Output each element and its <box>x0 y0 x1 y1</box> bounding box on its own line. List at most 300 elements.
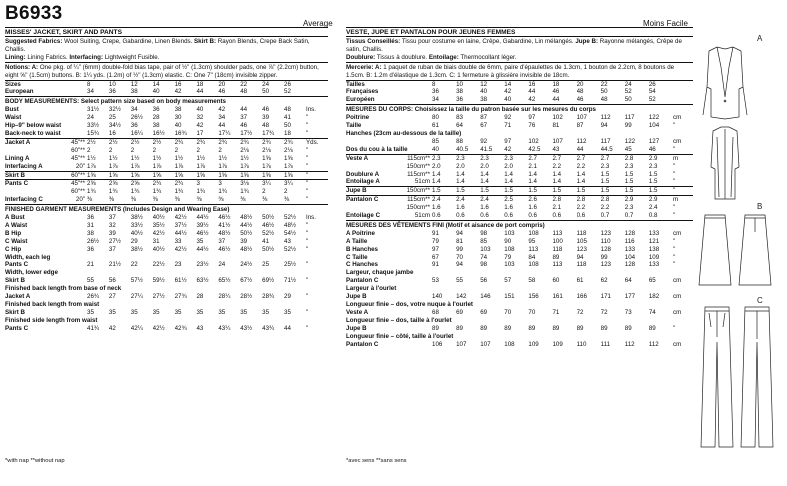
cell-value: 87 <box>480 114 488 122</box>
cell-value: 113 <box>528 245 539 253</box>
cell-value: 1.5 <box>528 187 552 196</box>
cell-value: 1.6 <box>528 204 537 212</box>
cell-value: 42.5 <box>528 145 541 153</box>
cell-value: 1.6 <box>480 204 489 212</box>
row-label: Pantalon C <box>346 340 379 348</box>
skirt-b-front-drawing <box>699 215 731 285</box>
table-row <box>5 309 328 317</box>
size-value: 52 <box>284 88 291 96</box>
cell-value: 97 <box>504 137 512 145</box>
size-value: 10 <box>456 80 463 88</box>
table-row <box>346 317 693 325</box>
unit: " <box>673 122 676 130</box>
size-value: 50 <box>600 88 608 96</box>
row-label: Entoilage C <box>346 212 381 220</box>
cell-value: 24½ <box>240 261 253 269</box>
row-label: C Waist <box>5 237 28 245</box>
cell-value <box>528 285 552 293</box>
unit: " <box>673 162 676 170</box>
cell-value: 0.6 <box>504 212 513 220</box>
size-row <box>5 88 328 96</box>
cell-value: 70 <box>504 308 512 316</box>
cell-value: 109 <box>648 253 660 261</box>
cell-value: 1¾ <box>108 188 118 196</box>
cell-value <box>196 269 218 277</box>
row-label: C Hip <box>5 245 22 253</box>
cell-value <box>262 269 284 277</box>
cell-value: 64 <box>624 277 632 285</box>
cell-value: 22½ <box>152 261 165 269</box>
cell-value: 43 <box>552 145 560 153</box>
unit: " <box>673 237 676 245</box>
row-label: C Hanches <box>346 261 378 269</box>
row-label: Skirt B <box>5 171 53 180</box>
cell-value: 1.5 <box>648 178 658 186</box>
cell-value: 64 <box>456 122 463 130</box>
cell-value: 37 <box>108 245 116 253</box>
cell-value: 2.7 <box>528 154 537 162</box>
cell-value: ⅜ <box>130 196 136 204</box>
size-value: 46 <box>552 88 560 96</box>
cell-value: 71 <box>504 122 512 130</box>
cell-value: 35 <box>130 308 138 316</box>
row-label: Largeur, chaque jambe <box>346 269 414 277</box>
cell-value <box>456 285 480 293</box>
cell-value: 67 <box>480 122 488 130</box>
cell-value: 21 <box>87 261 94 269</box>
cell-value: 1.5 <box>624 170 634 178</box>
cell-value: 38 <box>152 122 160 130</box>
row-label: Longueur finie – côté, taille à l'ourlet <box>346 332 454 340</box>
cell-value: 17 <box>196 129 204 137</box>
cell-value: 0.6 <box>552 212 562 220</box>
cell-value: 1.5 <box>456 187 480 196</box>
cell-value: 113 <box>552 261 563 269</box>
cell-value: 28 <box>152 114 160 122</box>
en-lining-text: Lining Fabrics. <box>25 53 68 61</box>
cell-value: 2.3 <box>504 154 513 162</box>
difficulty-fr: Moins Facile <box>643 19 688 28</box>
cell-value: 24 <box>218 261 226 269</box>
size-value: 24 <box>262 80 270 88</box>
cell-value: 112 <box>576 137 587 145</box>
en-finished-table <box>5 214 328 333</box>
cell-value: 99 <box>624 122 632 130</box>
fabric-width: 20" <box>75 162 85 170</box>
fr-title: VESTE, JUPE ET PANTALON POUR JEUNES FEMMES <box>346 27 693 37</box>
row-label: Width, each leg <box>5 253 51 261</box>
cell-value: 42¾ <box>174 324 187 332</box>
row-label: Waist <box>5 114 22 122</box>
cell-value: 2.2 <box>576 204 586 212</box>
cell-value: 107 <box>552 137 563 145</box>
size-value: 52 <box>648 96 656 104</box>
cell-value: 1⅞ <box>218 162 227 170</box>
cell-value <box>153 254 175 262</box>
cell-value: 133 <box>648 261 660 269</box>
cell-value: 99 <box>600 253 608 261</box>
cell-value: 44 <box>576 145 584 153</box>
cell-value <box>528 317 552 325</box>
cell-value <box>131 254 153 262</box>
cell-value: 0.7 <box>624 212 634 220</box>
cell-value: 90 <box>504 237 512 245</box>
cell-value <box>153 269 175 277</box>
cell-value: 25½ <box>284 261 297 269</box>
cell-value: ⅜ <box>262 196 268 204</box>
cell-value: 140 <box>432 293 443 301</box>
cell-value <box>601 333 625 341</box>
unit: " <box>306 180 328 188</box>
cell-value: 99 <box>456 245 463 253</box>
row-label: Jacket A <box>5 138 31 146</box>
size-value: 46 <box>218 88 226 96</box>
cell-value: 1⅝ <box>240 171 262 180</box>
cell-value: 33½ <box>130 221 143 229</box>
cell-value: 161 <box>552 293 563 301</box>
table-row <box>5 171 328 180</box>
cell-value: 95 <box>528 237 536 245</box>
cell-value <box>625 130 649 138</box>
cell-value: 1.5 <box>600 178 610 186</box>
cell-value: 88 <box>456 137 463 145</box>
cell-value: 72 <box>576 308 584 316</box>
table-row <box>5 254 328 262</box>
cell-value: 24 <box>87 114 94 122</box>
fr-lining-text: Tissus à doublure. <box>375 53 428 61</box>
cell-value: 2.8 <box>577 196 601 204</box>
en-fabrics <box>5 37 328 63</box>
cell-value <box>649 317 673 325</box>
cell-value: ⅜ <box>240 196 246 204</box>
cell-value: 92 <box>504 114 512 122</box>
row-label: Lining A <box>5 154 30 162</box>
cell-value <box>504 269 528 277</box>
table-row <box>5 180 328 188</box>
cell-value: 1.4 <box>576 178 586 186</box>
cell-value: 37 <box>218 237 226 245</box>
cell-value: 2⅛ <box>262 146 271 154</box>
fr-body-header: MESURES DU CORPS: Choisissez la taille du patron basée sur les mesures du corps <box>346 104 693 114</box>
cell-value: 2.2 <box>576 162 586 170</box>
row-label: Jacket A <box>5 293 31 301</box>
cell-value <box>218 317 240 325</box>
cell-value <box>109 254 131 262</box>
cell-value: 1.4 <box>504 170 513 178</box>
cell-value <box>552 269 576 277</box>
cell-value <box>218 285 240 293</box>
unit: " <box>673 170 676 178</box>
cell-value: 63½ <box>196 277 209 285</box>
table-row <box>346 269 693 277</box>
cell-value <box>577 317 601 325</box>
unit: " <box>306 261 309 269</box>
cell-value: 1½ <box>152 154 162 162</box>
cell-value: 32 <box>108 221 116 229</box>
fabric-width: 150cm** <box>396 187 432 196</box>
row-label: Back-neck to waist <box>5 129 61 137</box>
table-row <box>5 269 328 277</box>
unit: " <box>673 253 676 261</box>
fr-notions <box>346 63 693 81</box>
cell-value: 27½ <box>152 293 165 301</box>
size-value: 26 <box>648 80 656 88</box>
cell-value: 110 <box>576 340 587 348</box>
cell-value: 34 <box>218 114 226 122</box>
cell-value <box>131 301 153 309</box>
cell-value: 83 <box>456 114 463 122</box>
cell-value <box>262 301 284 309</box>
unit: cm <box>673 293 682 301</box>
cell-value: 37 <box>240 114 248 122</box>
cell-value <box>625 301 649 309</box>
table-row <box>346 285 693 293</box>
cell-value: 2.3 <box>624 162 634 170</box>
unit <box>306 317 328 325</box>
cell-value: 80 <box>432 114 439 122</box>
cell-value: 38½ <box>130 245 143 253</box>
table-row <box>5 122 328 130</box>
cell-value: 123 <box>576 245 587 253</box>
cell-value: 2⅝ <box>87 180 109 188</box>
size-value: 16 <box>528 80 536 88</box>
cell-value: 102 <box>552 114 563 122</box>
cell-value: 1.5 <box>432 187 456 196</box>
cell-value: 127 <box>648 137 660 145</box>
cell-value: 1⅝ <box>262 154 271 162</box>
cell-value: 57 <box>504 277 512 285</box>
unit: " <box>306 196 309 204</box>
cell-value: 18 <box>284 129 291 137</box>
cell-value <box>131 269 153 277</box>
cell-value: 1.5 <box>504 187 528 196</box>
cell-value: 3⅛ <box>240 180 262 188</box>
cell-value: 2¾ <box>153 180 175 188</box>
cell-value: 89 <box>552 324 560 332</box>
cell-value: 39 <box>108 229 116 237</box>
cell-value: 2 <box>152 146 157 154</box>
cell-value: 48½ <box>218 229 231 237</box>
unit: " <box>673 178 676 186</box>
cell-value: 1.4 <box>552 178 562 186</box>
cell-value: 72 <box>600 308 608 316</box>
cell-value <box>649 269 673 277</box>
table-row <box>346 178 693 186</box>
cell-value: 116 <box>624 237 635 245</box>
en-skirt-b-text: Rayon Blends, Crepe Back Satin, Challis. <box>5 38 310 53</box>
cell-value: 92 <box>480 137 488 145</box>
table-row <box>5 293 328 301</box>
cell-value: 94 <box>600 122 608 130</box>
cell-value: 1½ <box>174 154 184 162</box>
fr-size-table <box>346 81 693 105</box>
cell-value: 74 <box>648 308 656 316</box>
unit <box>673 285 693 293</box>
cell-value: 128 <box>624 229 636 237</box>
cell-value: 0.6 <box>528 212 537 220</box>
cell-value: 2.5 <box>504 196 528 204</box>
unit <box>673 269 693 277</box>
cell-value: 56 <box>480 277 488 285</box>
table-row <box>346 212 693 220</box>
row-label: Françaises <box>346 88 379 96</box>
cell-value: 46½ <box>218 245 231 253</box>
row-label: Pants C <box>5 180 53 188</box>
cell-value: 108 <box>528 229 539 237</box>
cell-value: 16 <box>108 129 116 137</box>
cell-value: 52½ <box>284 245 297 253</box>
cell-value: 1.5 <box>577 187 601 196</box>
cell-value: 15¾ <box>87 129 100 137</box>
unit: " <box>306 308 309 316</box>
cell-value: 1⅞ <box>284 162 293 170</box>
cell-value: 35 <box>152 308 160 316</box>
cell-value: 89 <box>504 324 512 332</box>
table-row <box>5 238 328 246</box>
size-row <box>346 81 693 89</box>
cell-value <box>432 269 456 277</box>
fr-fabrics-label: Tissus Conseillés: <box>346 38 401 45</box>
size-value: 18 <box>552 80 560 88</box>
cell-value: 43 <box>196 324 204 332</box>
unit: cm <box>673 277 682 285</box>
cell-value: 2½ <box>130 138 140 146</box>
cell-value: 106 <box>432 340 443 348</box>
size-value: 22 <box>240 80 248 88</box>
unit: " <box>306 154 309 162</box>
unit: cm <box>673 229 682 237</box>
cell-value: 27¾ <box>174 293 187 301</box>
size-value: 40 <box>480 88 488 96</box>
table-row <box>5 155 328 163</box>
cell-value <box>480 333 504 341</box>
table-row <box>5 163 328 171</box>
cell-value: 0.6 <box>456 212 465 220</box>
table-row <box>5 301 328 309</box>
size-value: 42 <box>504 88 512 96</box>
cell-value: 85 <box>432 137 439 145</box>
row-label: A Poitrine <box>346 229 375 237</box>
cell-value: ⅜ <box>152 196 158 204</box>
cell-value: 109 <box>528 340 539 348</box>
cell-value: 70 <box>528 308 536 316</box>
cell-value: 103 <box>504 229 515 237</box>
cell-value: 123 <box>600 229 611 237</box>
unit: cm <box>673 308 682 316</box>
table-row <box>346 114 693 122</box>
cell-value: 35 <box>174 308 182 316</box>
cell-value <box>432 285 456 293</box>
unit: " <box>306 237 309 245</box>
cell-value: 85 <box>480 237 488 245</box>
cell-value: 91 <box>432 229 439 237</box>
cell-value <box>649 285 673 293</box>
unit: " <box>306 324 309 332</box>
cell-value: 94 <box>456 261 463 269</box>
cell-value: 41½ <box>218 221 231 229</box>
cell-value <box>577 269 601 277</box>
table-row <box>346 309 693 317</box>
size-value: 18 <box>196 80 204 88</box>
fabric-width: 20" <box>75 196 85 204</box>
cell-value: 35 <box>108 308 116 316</box>
row-label: Interfacing A <box>5 162 43 170</box>
unit: " <box>306 162 309 170</box>
cell-value <box>262 254 284 262</box>
cell-value <box>480 269 504 277</box>
cell-value: 43 <box>284 237 291 245</box>
cell-value <box>528 269 552 277</box>
cell-value <box>577 333 601 341</box>
size-value: 48 <box>600 96 608 104</box>
cell-value: 1¾ <box>152 188 162 196</box>
cell-value: 1.4 <box>480 170 489 178</box>
cell-value <box>649 333 673 341</box>
row-label: Jupe B <box>346 324 367 332</box>
cell-value: 69 <box>456 308 463 316</box>
cell-value: 1.5 <box>624 178 634 186</box>
fabric-width: 45"** <box>53 180 87 188</box>
cell-value: 35 <box>284 308 291 316</box>
cell-value: 1⅞ <box>262 162 271 170</box>
en-skirt-b-label: Skirt B: <box>192 38 217 45</box>
cell-value: 102 <box>528 137 539 145</box>
cell-value: 16½ <box>152 129 165 137</box>
row-label <box>5 188 53 196</box>
cell-value: 48 <box>284 106 291 114</box>
cell-value <box>577 285 601 293</box>
cell-value: 117 <box>624 114 635 122</box>
cell-value: 2⅝ <box>131 180 153 188</box>
row-label: B Hip <box>5 229 22 237</box>
cell-value: 1.4 <box>456 178 465 186</box>
cell-value <box>240 269 262 277</box>
cell-value <box>480 285 504 293</box>
cell-value <box>109 301 131 309</box>
cell-value: 1½ <box>108 154 118 162</box>
cell-value: 36 <box>87 214 94 222</box>
cell-value <box>528 333 552 341</box>
fr-body-table <box>346 114 693 154</box>
cell-value <box>625 333 649 341</box>
table-row <box>346 325 693 333</box>
cell-value: 48½ <box>284 221 297 229</box>
french-column <box>346 27 693 348</box>
row-label: Jupe B <box>346 293 367 301</box>
cell-value: 1.4 <box>456 170 465 178</box>
size-row <box>346 96 693 104</box>
unit: m <box>673 196 693 204</box>
cell-value: 94 <box>456 229 463 237</box>
cell-value: 112 <box>624 340 635 348</box>
cell-value: 1.4 <box>552 170 562 178</box>
unit <box>673 301 693 309</box>
cell-value <box>528 130 552 138</box>
cell-value: 2.1 <box>552 204 562 212</box>
fabric-width: 51cm <box>414 212 430 220</box>
cell-value: 1½ <box>240 154 249 162</box>
cell-value: 89 <box>624 324 632 332</box>
cell-value: 103 <box>504 261 515 269</box>
en-fabrics-text: Wool Suiting, Crepe, Gabardine, Linen Blends. <box>62 38 193 45</box>
cell-value: 76 <box>528 122 536 130</box>
cell-value: 112 <box>648 340 659 348</box>
cell-value: 177 <box>624 293 636 301</box>
table-row <box>346 154 693 162</box>
fabric-width: 115cm** <box>407 170 430 178</box>
unit: cm <box>673 137 682 145</box>
en-interfacing-text: Lightweight Fusible. <box>103 53 160 61</box>
